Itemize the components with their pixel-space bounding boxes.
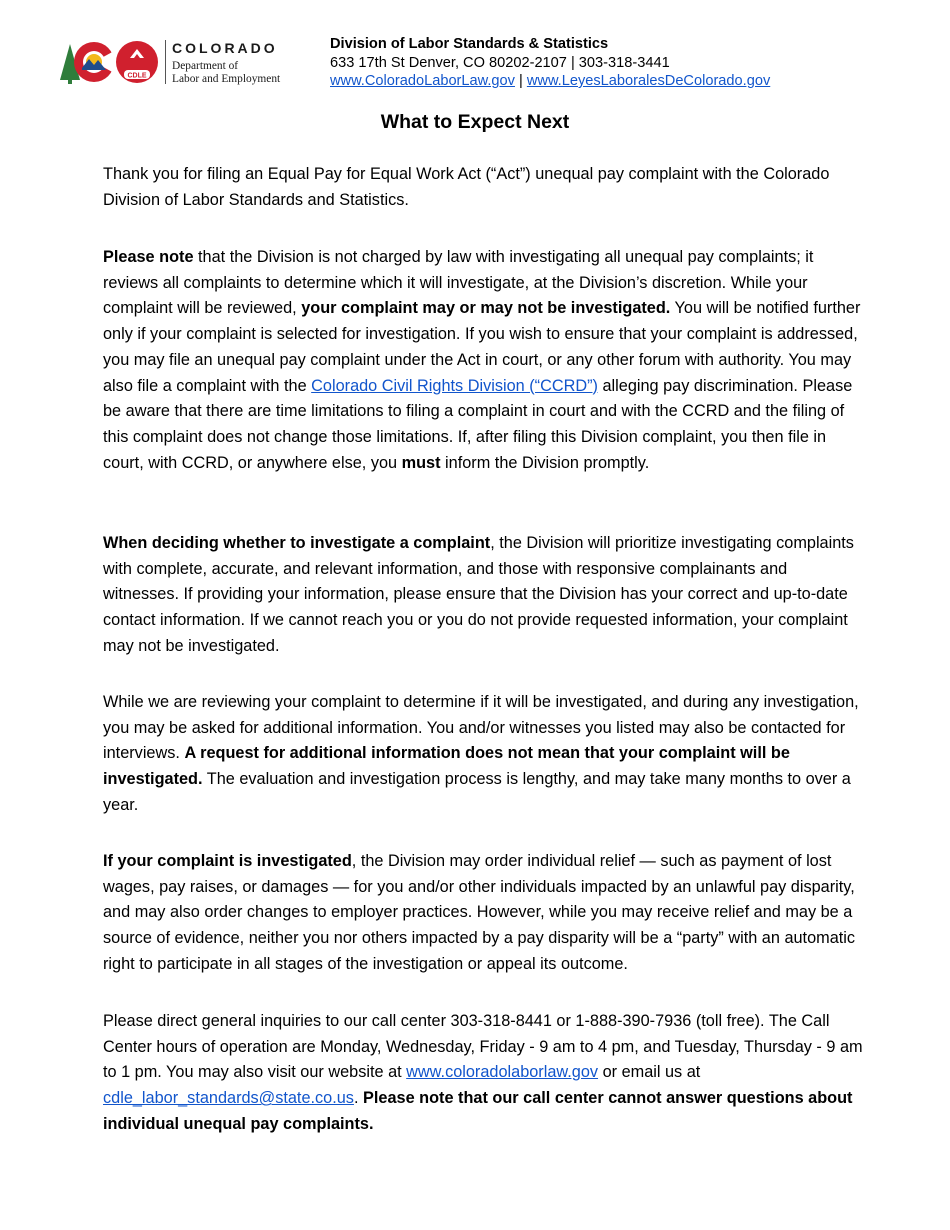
- cdle-logo: [58, 38, 308, 90]
- bold-text: your complaint may or may not be investigated.: [301, 299, 671, 318]
- paragraph-thank-you: Thank you for filing an Equal Pay for Equal Work Act (“Act”) unequal pay complaint with the Colorado Division of Labor Standards and Statistics.: [103, 165, 830, 209]
- paragraph-text: You will be notified further only if your complaint is selected for investigation. If you wish to ensure that your complaint is addressed, you may file an unequal pay complaint under the Act in court, or any other forum with authority. You may also file a complaint with the: [103, 299, 861, 395]
- division-name: Division of Labor Standards & Statistics: [330, 36, 609, 52]
- paragraph-text: inform the Division promptly.: [440, 453, 650, 472]
- division-address: 633 17th St Denver, CO 80202-2107 | 303-318-3441: [330, 54, 670, 71]
- logo-divider: [165, 40, 166, 84]
- paragraph-deciding: [103, 531, 863, 660]
- labor-law-link[interactable]: www.ColoradoLaborLaw.gov: [330, 73, 515, 89]
- bold-text: Please note: [103, 248, 194, 266]
- bold-text: Please note that our call center cannot answer questions about individual unequal pay complaints.: [103, 1089, 853, 1133]
- paragraph-text: alleging pay discrimination. Please be aware that there are time limitations to filing a complaint in court and with the CCRD and the filing of this complaint does not change those limitations. If, after filing this Division complaint, you then file in court, with CCRD, or anywhere else, you: [103, 376, 853, 472]
- paragraph-text: While we are reviewing your complaint to determine if it will be investigated, and during any investigation, you may be asked for additional information. You and/or witnesses you listed may also be contacted for interviews.: [103, 693, 859, 763]
- paragraph-text: .: [353, 1089, 364, 1108]
- bold-text: If your complaint is investigated: [103, 852, 352, 870]
- paragraph-text: Please direct general inquiries to our call center 303-318-8441 or 1-888-390-7936 (toll free). The Call Center hours of operation are Monday, Wednesday, Friday - 9 am to 4 pm, and Tuesday, Thursday - 9 am to 1 pm. You may also visit our website at: [103, 1012, 863, 1082]
- paragraph-text: , the Division may order individual relief — such as payment of lost wages, pay raises, or damages — for you and/or other individuals impacted by an unlawful pay disparity, and may also order changes to employer practices. However, while you may receive relief and may be a source of evidence, neither you nor others impacted by a pay disparity will be a “party” with an automatic right to participate in all stages of the investigation or appeal its outcome.: [103, 852, 856, 973]
- bold-text: must: [401, 453, 441, 472]
- bold-text: A request for additional information does not mean that your complaint will be investigated.: [103, 744, 790, 789]
- logo-badge-text: CDLE: [127, 72, 147, 80]
- logo-state-name: COLORADO: [172, 40, 278, 56]
- email-link[interactable]: cdle_labor_standards@state.co.us: [103, 1089, 354, 1108]
- link-separator: |: [514, 73, 527, 89]
- ccrd-link[interactable]: Colorado Civil Rights Division (“CCRD”): [311, 376, 598, 395]
- paragraph-investigated: [103, 849, 863, 978]
- colorado-flag-icon: [58, 40, 164, 88]
- logo-dept-line2: Labor and Employment: [172, 72, 281, 85]
- leyes-laborales-link[interactable]: www.LeyesLaboralesDeColorado.gov: [526, 73, 771, 89]
- paragraph-text: or email us at: [598, 1063, 701, 1082]
- letterhead: [330, 35, 770, 91]
- paragraph-text: that the Division is not charged by law with investigating all unequal pay complaints; it reviews all complaints to determine which it will investigate, at the Division’s discretion. While your complaint will be reviewed,: [103, 248, 814, 318]
- paragraph-please-note: [103, 245, 863, 476]
- bold-text: When deciding whether to investigate a complaint: [103, 534, 491, 552]
- logo-dept-line1: Department of: [172, 60, 239, 72]
- paragraph-inquiries: [103, 1009, 863, 1138]
- paragraph-text: The evaluation and investigation process is lengthy, and may take many months to over a year.: [103, 770, 851, 814]
- website-link[interactable]: www.coloradolaborlaw.gov: [406, 1063, 599, 1082]
- paragraph-reviewing: [103, 690, 863, 819]
- paragraph-text: , the Division will prioritize investigating complaints with complete, accurate, and relevant information, and those with responsive complainants and witnesses. If providing your information, please ensure that the Division has your correct and up-to-date contact information. If we cannot reach you or you do not provide requested information, your complaint may not be investigated.: [103, 534, 854, 655]
- page-title: What to Expect Next: [380, 111, 570, 133]
